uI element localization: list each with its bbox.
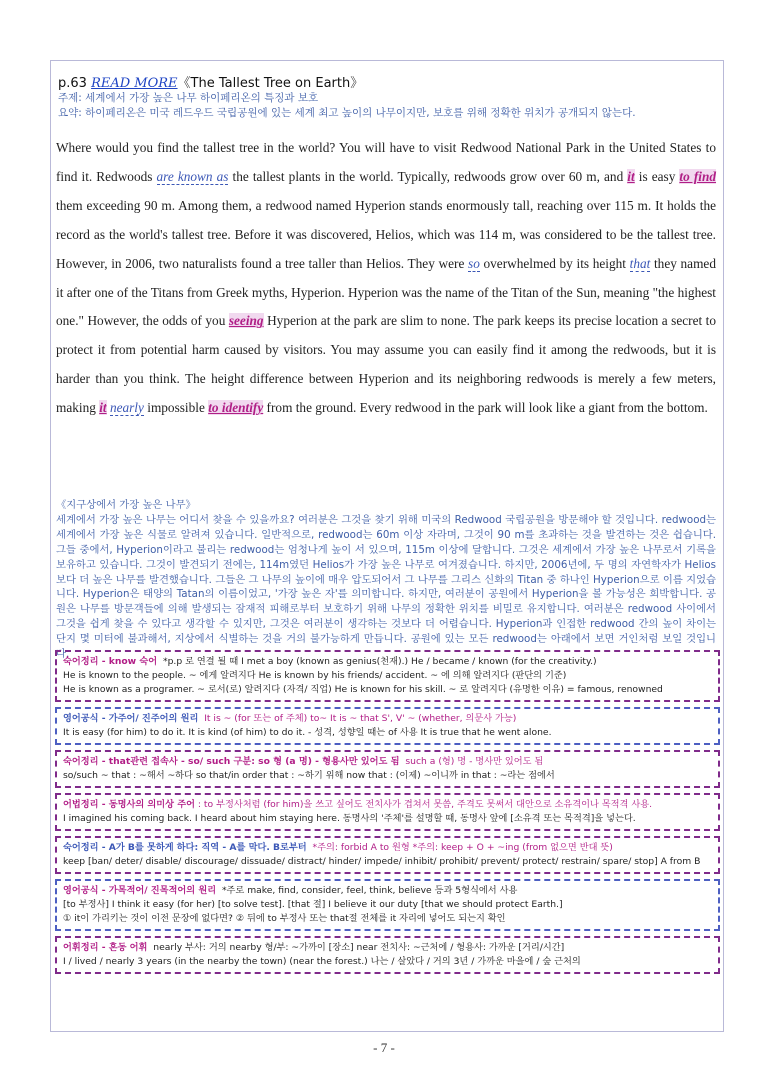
grammar-boxes [55, 650, 720, 979]
read-more-link[interactable]: READ MORE [91, 76, 178, 91]
highlight-seeing: seeing [228, 313, 264, 329]
lesson-header [58, 72, 718, 120]
summary-line: 요약: 하이페리온은 미국 레드우드 국립공원에 있는 세계 최고 높이의 나무이지만, 보호를 위해 정확한 위치가 공개되지 않는다. [58, 107, 636, 119]
grammar-box-gerund-subject: 어법정리 - 동명사의 의미상 주어 : to 부정사처럼 (for him)을 쓰고 싶어도 전치사가 겹쳐서 못씀, 주격도 못써서 대안으로 소유격이나 목적격 사용. I imagined his coming back. I heard about him staying here. 동명사의 '주체'를 설명할 때, 동명사 앞에 [소유격 또는 목적격]을 넣는다. [55, 793, 720, 831]
topic-line: 주제: 세계에서 가장 높은 나무 하이페리온의 특징과 보호 [58, 92, 319, 104]
grammar-box-confusing-words: 어휘정리 - 혼동 어휘 nearly 부사: 거의 nearby 형/부: ~가까이 [장소] near 전치사: ~근처에 / 형용사: 가까운 [거리/시간] I / lived / nearly 3 years (in the nearby the town) (near the forest.) 나는 / 살았다 / 거의 3년 / 가까운 마을에 / 숲 근처의 [55, 936, 720, 974]
grammar-box-prevent: 숙어정리 - A가 B를 못하게 하다: 직역 - A를 막다. B로부터 *주의: forbid A to 원형 *주의: keep + O + ~ing (from 없으면 반대 뜻) keep [ban/ deter/ disable/ discourage/ dissuade/ distract/ hinder/ impede/ inhibit/ prohibit/ prevent/ protect/ restrain/ spare/ stop] A from B [55, 836, 720, 874]
highlight-that: that [629, 255, 651, 271]
korean-translation [56, 498, 716, 662]
highlight-are-known-as: are known as [156, 168, 229, 184]
page-ref: p.63 [58, 76, 87, 91]
highlight-to-find: to find [679, 168, 717, 184]
grammar-box-dummy-subject: 영어공식 - 가주어/ 진주어의 원리 It is ~ (for 또는 of 주체) to~ It is ~ that S', V' ~ (whether, 의문사 가능) It is easy (for him) to do it. It is kind (of him) to do it. - 성격, 성향일 때는 of 사용 It is true that he went alone. [55, 707, 720, 745]
reading-passage: Where would you find the tallest tree in the world? You will have to visit Redwood National Park in the United States to find it. Redwoods are known as the tallest plants in the world. Typically, redwoods grow over 60 m, and it is easy to find them exceeding 90 m. Among them, a redwood named Hyperion stands enormously tall, reaching over 115 m. It holds the record as the world's tallest tree. Before it was discovered, Helios, which was 114 m, was considered to be the tallest tree. However, in 2006, two naturalists found a tree taller than Helios. They were so overwhelmed by its height that they named it after one of the Titans from Greek myths, Hyperion. Hyperion was the name of the Titan of the Sun, meaning "the highest one." However, the odds of you seeing Hyperion at the park are slim to none. The park keeps its precise location a secret to protect it from potential harm caused by visitors. You may assume you can easily find it among the redwoods, but it is harder than you think. The height difference between Hyperion and its neighboring redwoods is merely a few meters, making it nearly impossible to identify from the ground. Every redwood in the park will look like a giant from the bottom. [56, 140, 717, 416]
grammar-box-so-such: 숙어정리 - that관련 접속사 - so/ such 구분: so 형 (a 명) - 형용사만 있어도 됨 such a (형) 명 - 명사만 있어도 됨 so/such ~ that : ~해서 ~하다 so that/in order that : ~하기 위해 now that : (이제) ~이니까 in that : ~라는 점에서 [55, 750, 720, 788]
title-line [58, 72, 718, 90]
grammar-box-dummy-object: 영어공식 - 가목적어/ 진목적어의 원리 *주로 make, find, consider, feel, think, believe 등과 5형식에서 사용 [to 부정사] I think it easy (for her) [to solve test]. [that 절] I believe it our duty [that we should protect Earth.] ① it이 가리키는 것이 이전 문장에 없다면? ② 뒤에 to 부정사 또는 that절 전체를 it 자리에 넣어도 되는지 확인 [55, 879, 720, 931]
highlight-it: it [627, 168, 635, 184]
highlight-so: so [468, 255, 480, 271]
page-title: 《The Tallest Tree on Earth》 [177, 76, 364, 91]
grammar-box-know: 숙어정리 - know 숙어 *p.p 로 연결 될 때 I met a boy (known as genius(천재).) He / became / known (for the creativity.) He is known to the people. ~ 에게 알려지다 He is known by his friends/ accident. ~ 에 의해 알려지다 (판단의 기준) He is known as a programer. ~ 로서(로) 알려지다 (자격/ 직업) He is known for his skill. ~ 로 알려지다 (유명한 이유) = famous, renowned [55, 650, 720, 702]
translation-title: 《지구상에서 가장 높은 나무》 [56, 499, 196, 511]
highlight-to-identify: to identify [208, 400, 264, 416]
highlight-nearly: nearly [109, 400, 144, 416]
page-number: - 7 - [373, 1040, 395, 1055]
highlight-it-2: it [99, 400, 107, 416]
translation-body: 세계에서 가장 높은 나무는 어디서 찾을 수 있을까요? 여러분은 그것을 찾기 위해 미국의 Redwood 국립공원을 방문해야 할 것입니다. redwood는 세계에서 가장 높은 식물로 알려져 있습니다. 일반적으로, redwood는 60m 이상 자라며, 그것이 90 m를 초과하는 것을 발견하는 것은 쉽습니다. 그들 중에서, Hyperion이라고 불리는 redwood는 엄청나게 높이 서 있으며, 115m 이상에 달합니다. 그것은 세계에서 가장 높은 나무로서 기록을 보유하고 있습니다. 그것이 발견되기 전에는, 114m였던 Helios가 가장 높은 나무로 여겨졌습니다. 하지만, 2006년에, 두 명의 자연학자가 Helios보다 더 높은 나무를 발견했습니다. 그들은 그 나무의 높이에 매우 압도되어서 그 나무를 그리스 신화의 Titan 중 하나인 Hyperion으로 이름 지었습니다. Hyperion은 태양의 Tatan의 이름이었고, '가장 높은 자'를 의미합니다. 하지만, 여러분이 공원에서 Hyperion을 볼 가능성은 희박합니다. 공원은 나무를 방문객들에 의해 발생되는 잠재적 피해로부터 보호하기 위해 나무의 정확한 위치를 비밀로 유지합니다. 여러분은 redwood 사이에서 그것을 쉽게 찾을 수 있다고 생각할 수 있지만, 그것은 여러분이 생각하는 것보다 더 어렵습니다. Hyperion과 인접한 redwood 간의 높이 차이는 단지 몇 미터에 불과해서, 지상에서 식별하는 것을 거의 불가능하게 만듭니다. 공원에 있는 모든 redwood는 아래에서 보면 거인처럼 보일 것입니다. [56, 513, 717, 661]
